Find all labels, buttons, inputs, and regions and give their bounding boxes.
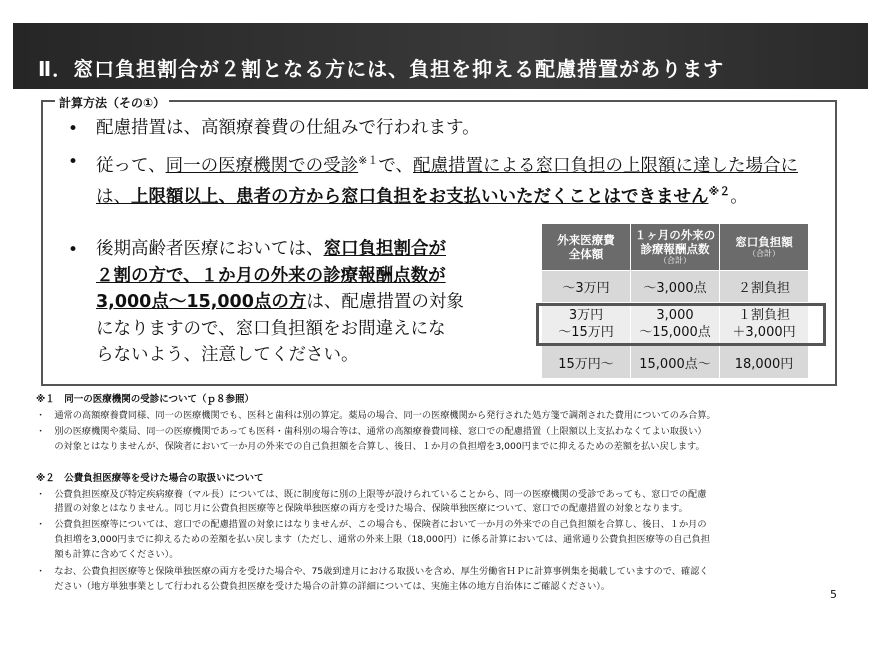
note-2-line: 措置の対象とはなりません。同じ月に公費負担医療等と保険単独医療の両方を受けた場合、保険単独医療について、窓口での配慮措置の対象となります。 <box>36 503 688 514</box>
note-2-line: ださい（地方単独事業として行われる公費負担医療を受けた場合の計算の詳細については、実施主体の地方自治体にご確認ください）。 <box>36 581 611 592</box>
bullet-2 <box>96 148 821 211</box>
b3-pre: 後期高齢者医療においては、 <box>96 239 324 259</box>
page-title: Ⅱ．窓口負担割合が２割となる方には、負担を抑える配慮措置があります <box>38 57 725 81</box>
note-1-line: の対象とはなりませんが、保険者において一か月の外来での自己負担額を合算し、後日、１か月の負担増を3,000円までに抑えるための差額を払い戻します。 <box>36 441 705 452</box>
note-2-heading: ※２ 公費負担医療等を受けた場合の取扱いについて <box>36 473 264 484</box>
b3-post1: は、配慮措置の対象 <box>306 292 464 312</box>
table-row: ～3万円 ～3,000点 ２割負担 <box>542 271 809 303</box>
bullet-dot: • <box>68 119 79 139</box>
b3-u1: 窓口負担割合が <box>323 239 446 259</box>
highlight-frame <box>536 303 826 346</box>
note-2-line: ・ 公費負担医療等については、窓口での配慮措置の対象にはなりませんが、この場合も、保険者において一か月の外来での自己負担額を合算し、後日、１か月の <box>36 519 707 530</box>
bullet-dot: • <box>68 152 79 172</box>
b2-u3: 上限額以上、患者の方から窓口負担をお支払いいただくことはできません <box>131 187 709 208</box>
table-row: 15万円～ 15,000点～ 18,000円 <box>542 346 809 379</box>
b2-end: 。 <box>730 187 748 208</box>
b2-mid: で、 <box>378 155 414 176</box>
table-row-highlighted: 3万円 ～15万円 3,000 ～15,000点 １割負担 ＋3,000円 <box>542 303 809 346</box>
bullet-3 <box>96 236 526 369</box>
bullet-dot: • <box>68 240 79 260</box>
b3-u3: 3,000点～15,000点の方 <box>96 292 307 312</box>
table-header-row <box>542 224 809 271</box>
b2-u2: 配慮措置による窓口負担の上限額に達した場合には、 <box>96 155 799 208</box>
b3-post3: らないよう、注意してください。 <box>96 345 359 365</box>
b3-u2: ２割の方で、１か月の外来の診療報酬点数が <box>96 265 446 286</box>
b3-post2: になりますので、窓口負担額をお間違えにな <box>96 318 446 339</box>
box-label: 計算方法（その①） <box>55 94 169 111</box>
b2-pre: 従って、 <box>96 155 166 176</box>
note-1-heading: ※１ 同一の医療機関の受診について（ｐ８参照） <box>36 394 255 405</box>
bullet-1 <box>96 115 480 142</box>
note-2-line: 負担増を3,000円までに抑えるための差額を払い戻します（ただし、通常の外来上限（18,000円）に係る計算においては、通常通り公費負担医療等の自己負担 <box>36 534 711 545</box>
burden-table <box>541 223 809 379</box>
note-1-line: ・ 別の医療機関や薬局、同一の医療機関であっても医科・歯科別の場合等は、通常の高額療養費同様、窓口での配慮措置（上限額以上支払わなくてよい取扱い） <box>36 426 707 437</box>
page-number: 5 <box>830 588 837 601</box>
note-2-line: 額も計算に含めてください）。 <box>36 549 179 560</box>
header-total-cost: 外来医療費 全体額 <box>542 224 631 271</box>
header-burden: 窓口負担額 （合計） <box>720 224 809 271</box>
note-2-line: ・ 公費負担医療及び特定疾病療養（マル長）については、既に制度毎に別の上限等が設けられていることから、同一の医療機関の受診であっても、窓口での配慮 <box>36 489 707 500</box>
header-points: １ヶ月の外来の 診療報酬点数 （合計） <box>631 224 720 271</box>
b2-u1: 同一の医療機関での受診 <box>165 155 359 176</box>
b2-sup2: ※２ <box>708 185 731 199</box>
note-1-line: ・ 通常の高額療養費同様、同一の医療機関でも、医科と歯科は別の算定。薬局の場合、同一の医療機関から発行された処方箋で調剤された費用についてのみ合算。 <box>36 410 716 421</box>
bullet-1-text: 配慮措置は、高額療養費の仕組みで行われます。 <box>96 118 480 138</box>
b2-sup1: ※１ <box>358 154 379 167</box>
note-2-line: ・ なお、公費負担医療等と保険単独医療の両方を受けた場合や、75歳到達月における取扱いを含め、厚生労働省ＨＰに計算事例集を掲載していますので、確認く <box>36 566 709 577</box>
